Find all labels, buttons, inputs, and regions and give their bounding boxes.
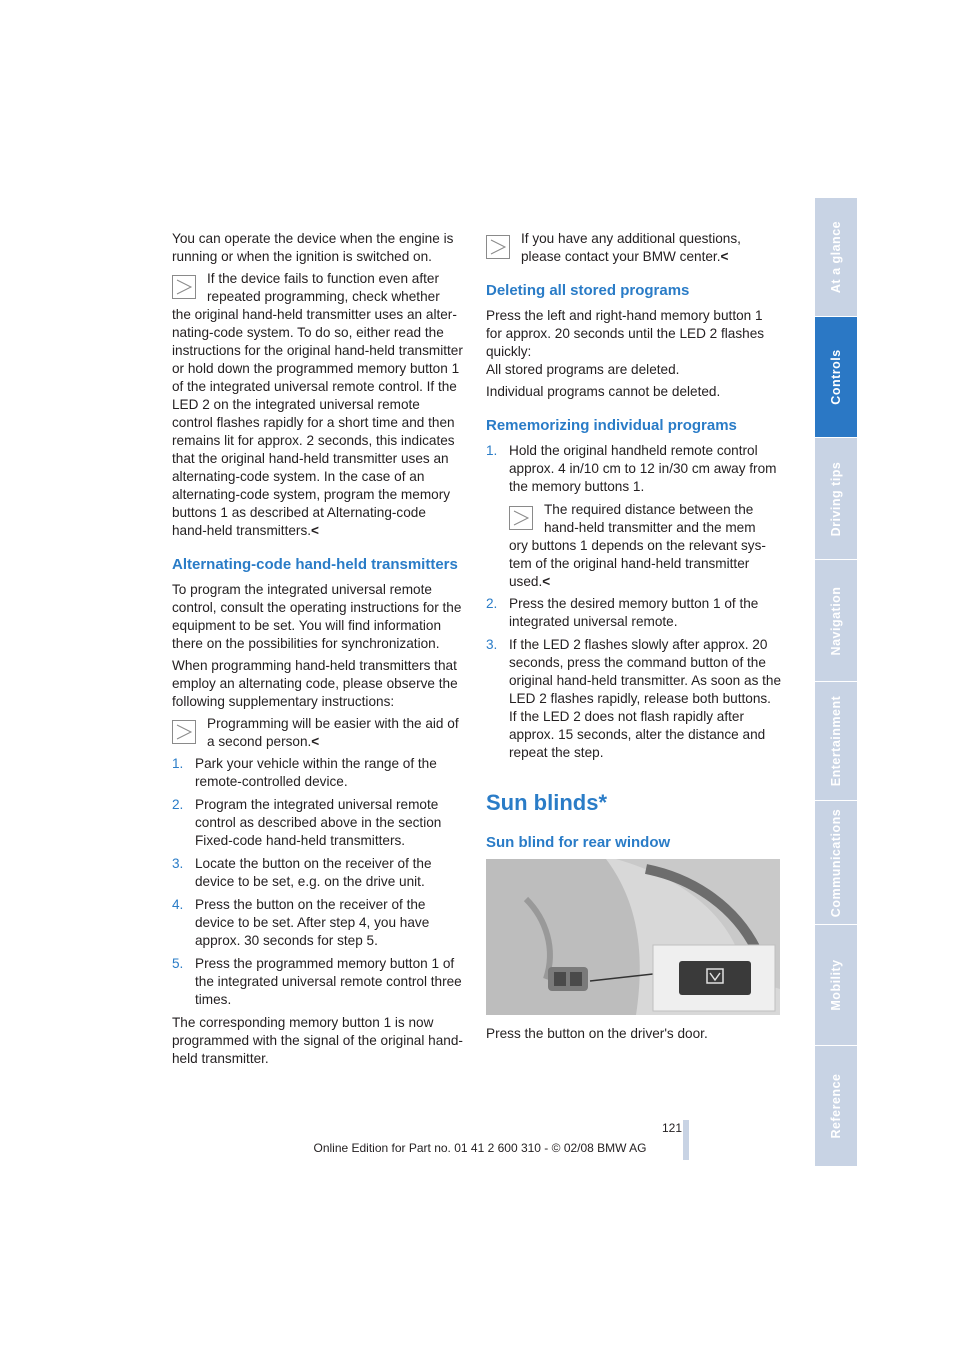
step-text: Program the integrated universal remote control as described above in the section Fixed-code hand-held transmitters.	[195, 797, 442, 848]
list-item	[172, 896, 464, 950]
step-number: 4.	[172, 897, 184, 912]
tab-label: Mobility	[829, 959, 843, 1011]
tab-communications[interactable]	[815, 801, 857, 925]
left-column	[172, 230, 464, 1072]
list-item	[172, 755, 464, 791]
tab-at-a-glance[interactable]	[815, 198, 857, 317]
note-second-person	[172, 715, 464, 751]
note-contact-text: If you have any additional questions, please contact your BMW center.	[521, 231, 741, 264]
door-panel-illustration	[486, 859, 780, 1015]
note-arrow-icon	[172, 720, 196, 744]
step-number: 1.	[486, 443, 498, 458]
step-number: 3.	[486, 637, 498, 652]
list-item	[172, 796, 464, 850]
tab-entertainment[interactable]	[815, 682, 857, 801]
end-mark: <	[720, 249, 729, 264]
list-item	[486, 636, 782, 762]
paragraph-individual: Individual programs cannot be deleted.	[486, 384, 721, 399]
note-arrow-icon	[509, 506, 533, 530]
step-text: Press the programmed memory button 1 of the integrated universal remote control three times.	[195, 956, 462, 1007]
intro-paragraph: You can operate the device when the engine is running or when the ignition is switched on.	[172, 231, 454, 264]
note-arrow-icon	[486, 235, 510, 259]
paragraph-press-left-right: Press the left and right-hand memory button 1 for approx. 20 seconds until the LED 2 flashes quickly:	[486, 308, 765, 359]
step-text: If the LED 2 flashes slowly after approx. 20 seconds, press the command button of the original hand-held transmitter. As soon as the LED 2 flashes rapidly, release both buttons. If the LED 2 does not flash rapidly after approx. 15 seconds, alter the distance and repeat the step.	[509, 637, 782, 760]
note-contact	[486, 230, 782, 266]
note-distance-text-first: The required distance between the hand-held transmitter and the mem	[544, 502, 756, 535]
figure-door-button	[486, 859, 780, 1015]
tab-label: Driving tips	[829, 461, 843, 536]
paragraph-when-programming: When programming hand-held transmitters that employ an alternating code, please observe the following supplementary instructions:	[172, 658, 458, 709]
step-text: Locate the button on the receiver of the device to be set, e.g. on the drive unit.	[195, 856, 432, 889]
list-item	[486, 595, 782, 631]
footer-edition: Online Edition for Part no. 01 41 2 600 310 - © 02/08 BMW AG	[313, 1141, 647, 1155]
note-failure	[172, 270, 464, 540]
heading-deleting: Deleting all stored programs	[486, 282, 690, 299]
step-number: 3.	[172, 856, 184, 871]
step-text: Hold the original handheld remote control approx. 4 in/10 cm to 12 in/30 cm away from the memory buttons 1.	[509, 443, 777, 494]
step-text: Press the desired memory button 1 of the integrated universal remote.	[509, 596, 759, 629]
section-title-sun-blinds: Sun blinds*	[486, 790, 607, 815]
paragraph-program: To program the integrated universal remote control, consult the operating instructions for the equipment to be set. You will find information there on the possibilities for synchronization.	[172, 582, 462, 651]
heading-rememorizing: Rememorizing individual programs	[486, 417, 737, 434]
figure-caption: Press the button on the driver's door.	[486, 1026, 708, 1041]
note-arrow-icon	[172, 275, 196, 299]
tab-label: Entertainment	[829, 695, 843, 787]
heading-alternating-code: Alternating-code hand-held transmitters	[172, 556, 458, 573]
step-number: 1.	[172, 756, 184, 771]
right-column	[486, 230, 782, 1047]
tab-label: At a glance	[829, 220, 843, 294]
end-mark: <	[311, 523, 319, 538]
tab-navigation[interactable]	[815, 560, 857, 682]
page-number: 121	[661, 1121, 682, 1135]
tab-mobility[interactable]	[815, 925, 857, 1046]
heading-rear-window: Sun blind for rear window	[486, 834, 671, 851]
end-mark: <	[311, 734, 320, 749]
tab-label: Controls	[829, 349, 843, 405]
step-list-rememorize	[486, 442, 782, 496]
paragraph-all-deleted: All stored programs are deleted.	[486, 362, 680, 377]
note-failure-text-rest: the original hand-held transmitter uses an alternating-code system. To do so, either read the instructions for the original hand-held transmitter or hold down the programmed memory button 1 of the integrated universal remote control. If the LED 2 on the integrated universal remote control flashes rapidly for a short time and then remains lit for approx. 2 seconds, this indicates that the original hand-held transmitter uses an alternating-code system. In the case of an alternating-code system, program the memory buttons 1 as described at Alternating-code hand-held transmitters.	[172, 307, 463, 538]
tab-controls[interactable]	[815, 317, 857, 438]
step-text: Press the button on the receiver of the device to be set. After step 4, you have approx. 30 seconds for step 5.	[195, 897, 430, 948]
step-number: 2.	[486, 596, 498, 611]
tab-label: Communications	[829, 808, 843, 917]
step-number: 5.	[172, 956, 184, 971]
list-item	[172, 855, 464, 891]
step-list-alternating	[172, 755, 464, 1009]
list-item	[172, 955, 464, 1009]
end-mark: <	[542, 574, 551, 589]
tab-label: Reference	[829, 1073, 843, 1139]
tab-label: Navigation	[829, 586, 843, 655]
note-second-person-text: Programming will be easier with the aid of a second person.	[207, 716, 459, 749]
list-item	[486, 442, 782, 496]
note-failure-text-first: If the device fails to function even after repeated programming, check whether	[207, 271, 440, 304]
step-list-rememorize-cont	[486, 595, 782, 762]
paragraph-programmed: The corresponding memory button 1 is now programmed with the signal of the original hand-held transmitter.	[172, 1015, 463, 1066]
note-distance-text-rest: ory buttons 1 depends on the relevant system of the original hand-held transmitter used.	[509, 538, 766, 589]
chapter-tabs	[815, 198, 857, 1167]
step-text: Park your vehicle within the range of the remote-controlled device.	[195, 756, 437, 789]
note-distance	[486, 501, 782, 591]
tab-driving-tips[interactable]	[815, 438, 857, 560]
step-number: 2.	[172, 797, 184, 812]
